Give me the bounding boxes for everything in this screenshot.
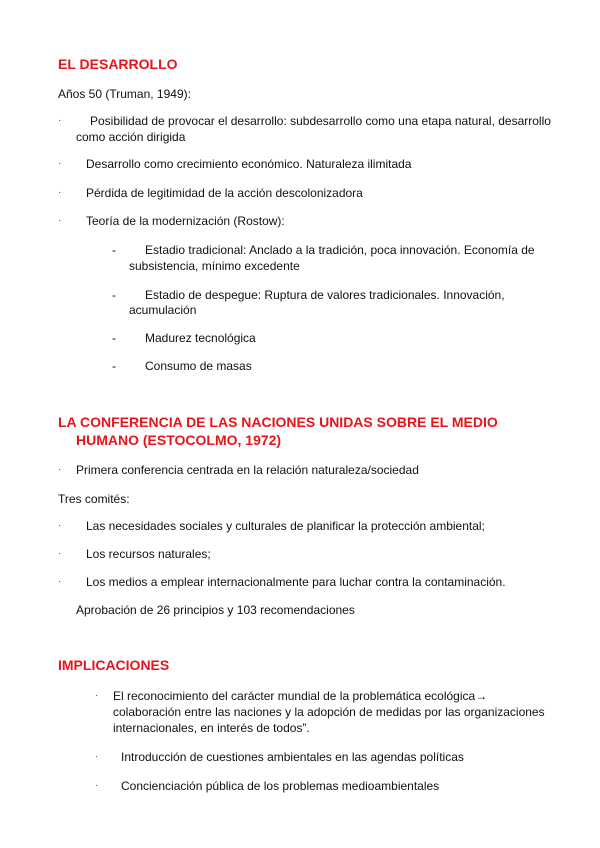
bullet-icon: · <box>58 520 62 531</box>
dash-icon: - <box>112 243 116 257</box>
subitem-text: Madurez tecnológica <box>145 331 256 345</box>
bullet-icon: · <box>58 187 62 198</box>
subitem-text-cont: subsistencia, mínimo excedente <box>129 259 300 273</box>
bullet-text: Posibilidad de provocar el desarrollo: subdesarrollo como una etapa natural, desarrollo <box>90 114 551 128</box>
subitem-text: Estadio de despegue: Ruptura de valores tradicionales. Innovación, <box>145 288 505 302</box>
bullet-icon: · <box>58 215 62 226</box>
bullet-icon: · <box>58 548 62 559</box>
bullet-text: Teoría de la modernización (Rostow): <box>86 214 285 228</box>
bullet-text-cont: como acción dirigida <box>76 130 186 144</box>
bullet-icon: · <box>58 158 62 169</box>
section-heading-desarrollo: EL DESARROLLO <box>58 56 178 72</box>
section-heading-conferencia-cont: HUMANO (ESTOCOLMO, 1972) <box>76 432 282 448</box>
bullet-text: Desarrollo como crecimiento económico. Naturaleza ilimitada <box>86 157 412 171</box>
bullet-text: Pérdida de legitimidad de la acción descolonizadora <box>86 186 363 200</box>
bullet-icon: · <box>58 576 62 587</box>
bullet-icon: · <box>95 780 99 791</box>
subitem-text-cont: acumulación <box>129 303 197 317</box>
bullet-icon: · <box>58 115 62 126</box>
implication-text: Introducción de cuestiones ambientales en las agendas políticas <box>121 750 464 764</box>
bullet-text: Los medios a emplear internacionalmente para luchar contra la contaminación. <box>86 575 506 589</box>
section-heading-conferencia: LA CONFERENCIA DE LAS NACIONES UNIDAS SOBRE EL MEDIO <box>58 414 498 430</box>
closing-text: Aprobación de 26 principios y 103 recomendaciones <box>76 603 355 617</box>
dash-icon: - <box>112 359 116 373</box>
section-intro: Tres comités: <box>58 492 130 506</box>
implication-text-cont: internacionales, en interés de todos”. <box>113 721 310 735</box>
bullet-text: Primera conferencia centrada en la relación naturaleza/sociedad <box>76 463 419 477</box>
bullet-icon: · <box>95 690 99 701</box>
bullet-text: Las necesidades sociales y culturales de planificar la protección ambiental; <box>86 519 485 533</box>
section-intro: Años 50 (Truman, 1949): <box>58 87 191 101</box>
implication-text: Concienciación pública de los problemas medioambientales <box>121 779 440 793</box>
section-heading-implicaciones: IMPLICACIONES <box>58 657 170 673</box>
implication-text-cont: colaboración entre las naciones y la adopción de medidas por las organizaciones <box>113 705 545 719</box>
bullet-text: Los recursos naturales; <box>86 547 211 561</box>
dash-icon: - <box>112 288 116 302</box>
subitem-text: Consumo de masas <box>145 359 252 373</box>
bullet-icon: · <box>95 751 99 762</box>
subitem-text: Estadio tradicional: Anclado a la tradición, poca innovación. Economía de <box>145 243 535 257</box>
bullet-icon: · <box>58 464 62 475</box>
implication-text: El reconocimiento del carácter mundial de la problemática ecológica→ <box>113 689 488 703</box>
dash-icon: - <box>112 331 116 345</box>
